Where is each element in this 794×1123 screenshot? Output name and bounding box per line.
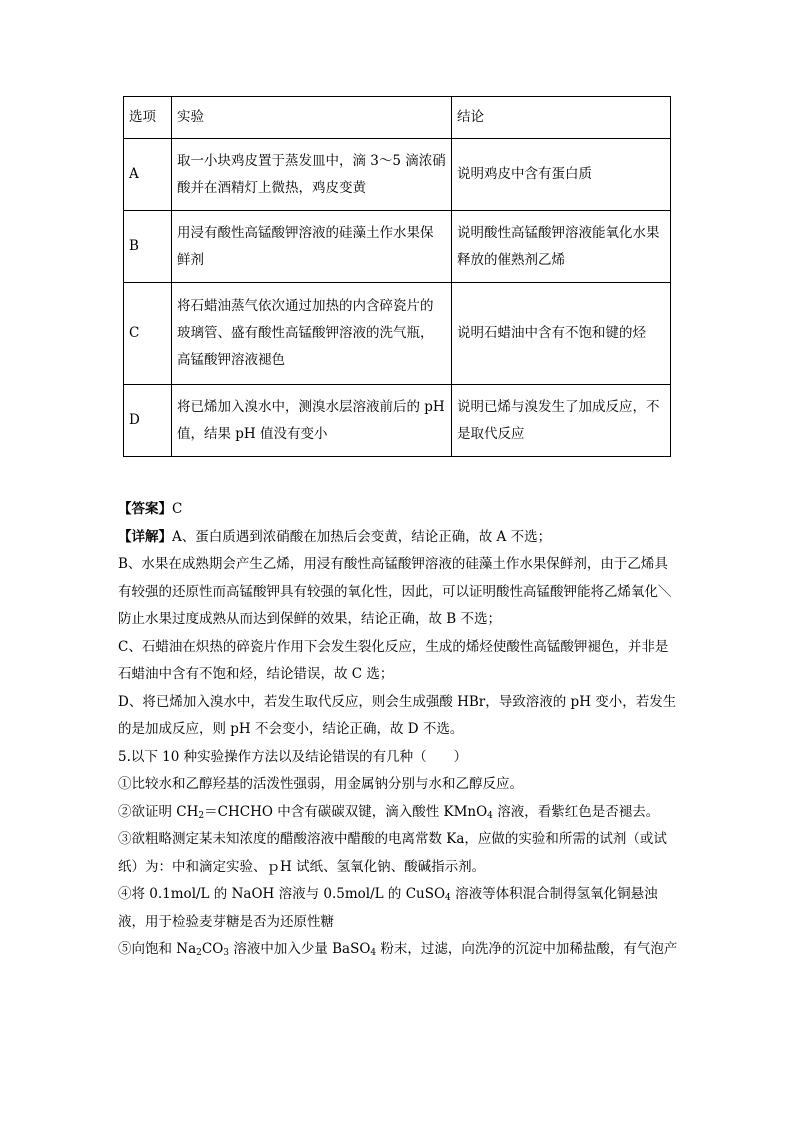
item5-text-mid: CO: [201, 941, 224, 957]
item4-sub: 4: [445, 893, 451, 903]
item2-sub2: 4: [487, 810, 493, 821]
row-experiment: 用浸有酸性高锰酸钾溶液的硅藻土作水果保鲜剂: [172, 211, 452, 283]
item5-text: ⑤向饱和 Na: [118, 941, 197, 957]
table-row: [124, 211, 671, 283]
item4-text-post: 溶液等体积混合制得氢氧化铜悬浊液，用于检验麦芽糖是否为还原性糖: [118, 886, 658, 930]
item2-text: ②欲证明 CH: [118, 803, 199, 820]
table-header-row: [124, 97, 671, 139]
row-option: A: [124, 139, 172, 211]
question-5-item-5: [118, 936, 678, 964]
answer-value: C: [172, 501, 183, 517]
answer-line: [118, 496, 678, 524]
row-conclusion: 说明石蜡油中含有不饱和键的烃: [452, 283, 671, 385]
detail-line-b: B、水果在成熟期会产生乙烯，用浸有酸性高锰酸钾溶液的硅藻土作水果保鲜剂，由于乙烯具有较强的还原性而高锰酸钾具有较强的氧化性，因此，可以证明酸性高锰酸钾能将乙烯氧化＼防止水果过度成熟从而达到保鲜的效果，结论正确，故 B 不选；: [118, 556, 672, 627]
detail-label: 【详解】: [118, 528, 172, 545]
row-option: B: [124, 211, 172, 283]
row-option: C: [124, 283, 172, 385]
item5-text-post: 粉末，过滤，向洗净的沉淀中加稀盐酸，有气泡产: [376, 941, 678, 957]
detail-line-d: D、将已烯加入溴水中，若发生取代反应，则会生成强酸 HBr，导致溶液的 pH 变小，若发生的是加成反应，则 pH 不会变小，结论正确，故 D 不选。: [118, 693, 677, 737]
answer-label: 【答案】: [118, 501, 172, 517]
question-5-stem: 5.以下 10 种实验操作方法以及结论错误的有几种（ ）: [118, 748, 468, 765]
row-experiment: 将石蜡油蒸气依次通过加热的内含碎瓷片的玻璃管、盛有酸性高锰酸钾溶液的洗气瓶，高锰酸钾溶液褪色: [172, 283, 452, 385]
header-conclusion: 结论: [452, 97, 671, 139]
item2-text-mid: ＝CHCHO 中含有碳碳双键，滴入酸性 KMnO: [204, 803, 488, 820]
row-experiment: 将已烯加入溴水中，测溴水层溶液前后的 pH 值，结果 pH 值没有变小: [172, 385, 452, 457]
experiment-table: [123, 96, 671, 457]
table-row: [124, 139, 671, 211]
item5-text-mid2: 溶液中加入少量 BaSO: [229, 941, 371, 957]
detail-line-a: [118, 524, 678, 552]
row-experiment: 取一小块鸡皮置于蒸发皿中，滴 3～5 滴浓硝酸并在酒精灯上微热，鸡皮变黄: [172, 139, 452, 211]
row-option: D: [124, 385, 172, 457]
question-5-item-1: ①比较水和乙醇羟基的活泼性强弱，用金属钠分别与水和乙醇反应。: [118, 776, 523, 792]
answer-section: [118, 496, 678, 964]
question-5-item-3: ③欲粗略测定某未知浓度的醋酸溶液中醋酸的电离常数 Ka，应做的实验和所需的试剂（或试纸）为：中和滴定实验、ｐH 试纸、氢氧化钠、酸碱指示剂。: [118, 831, 667, 875]
header-option: 选项: [124, 97, 172, 139]
table-row: [124, 283, 671, 385]
row-conclusion: 说明已烯与溴发生了加成反应，不是取代反应: [452, 385, 671, 457]
item5-sub2: 3: [223, 948, 230, 958]
item2-sub: 2: [198, 810, 205, 821]
row-conclusion: 说明鸡皮中含有蛋白质: [452, 139, 671, 211]
item5-sub: 2: [196, 948, 202, 958]
question-5-item-4: [118, 881, 678, 936]
item5-sub3: 4: [370, 948, 377, 958]
item2-text-post: 溶液，看紫红色是否褪去。: [492, 803, 660, 820]
header-experiment: 实验: [172, 97, 452, 139]
item4-text: ④将 0.1mol/L 的 NaOH 溶液与 0.5mol/L 的 CuSO: [118, 886, 446, 902]
table-row: [124, 385, 671, 457]
question-5-item-2: [118, 799, 678, 827]
detail-line-c: C、石蜡油在炽热的碎瓷片作用下会发生裂化反应，生成的烯烃使酸性高锰酸钾褪色，并非是石蜡油中含有不饱和烃，结论错误，故 C 选；: [118, 638, 669, 682]
detail-a-text: A、蛋白质遇到浓硝酸在加热后会变黄，结论正确，故 A 不选；: [172, 528, 552, 545]
row-conclusion: 说明酸性高锰酸钾溶液能氧化水果释放的催熟剂乙烯: [452, 211, 671, 283]
